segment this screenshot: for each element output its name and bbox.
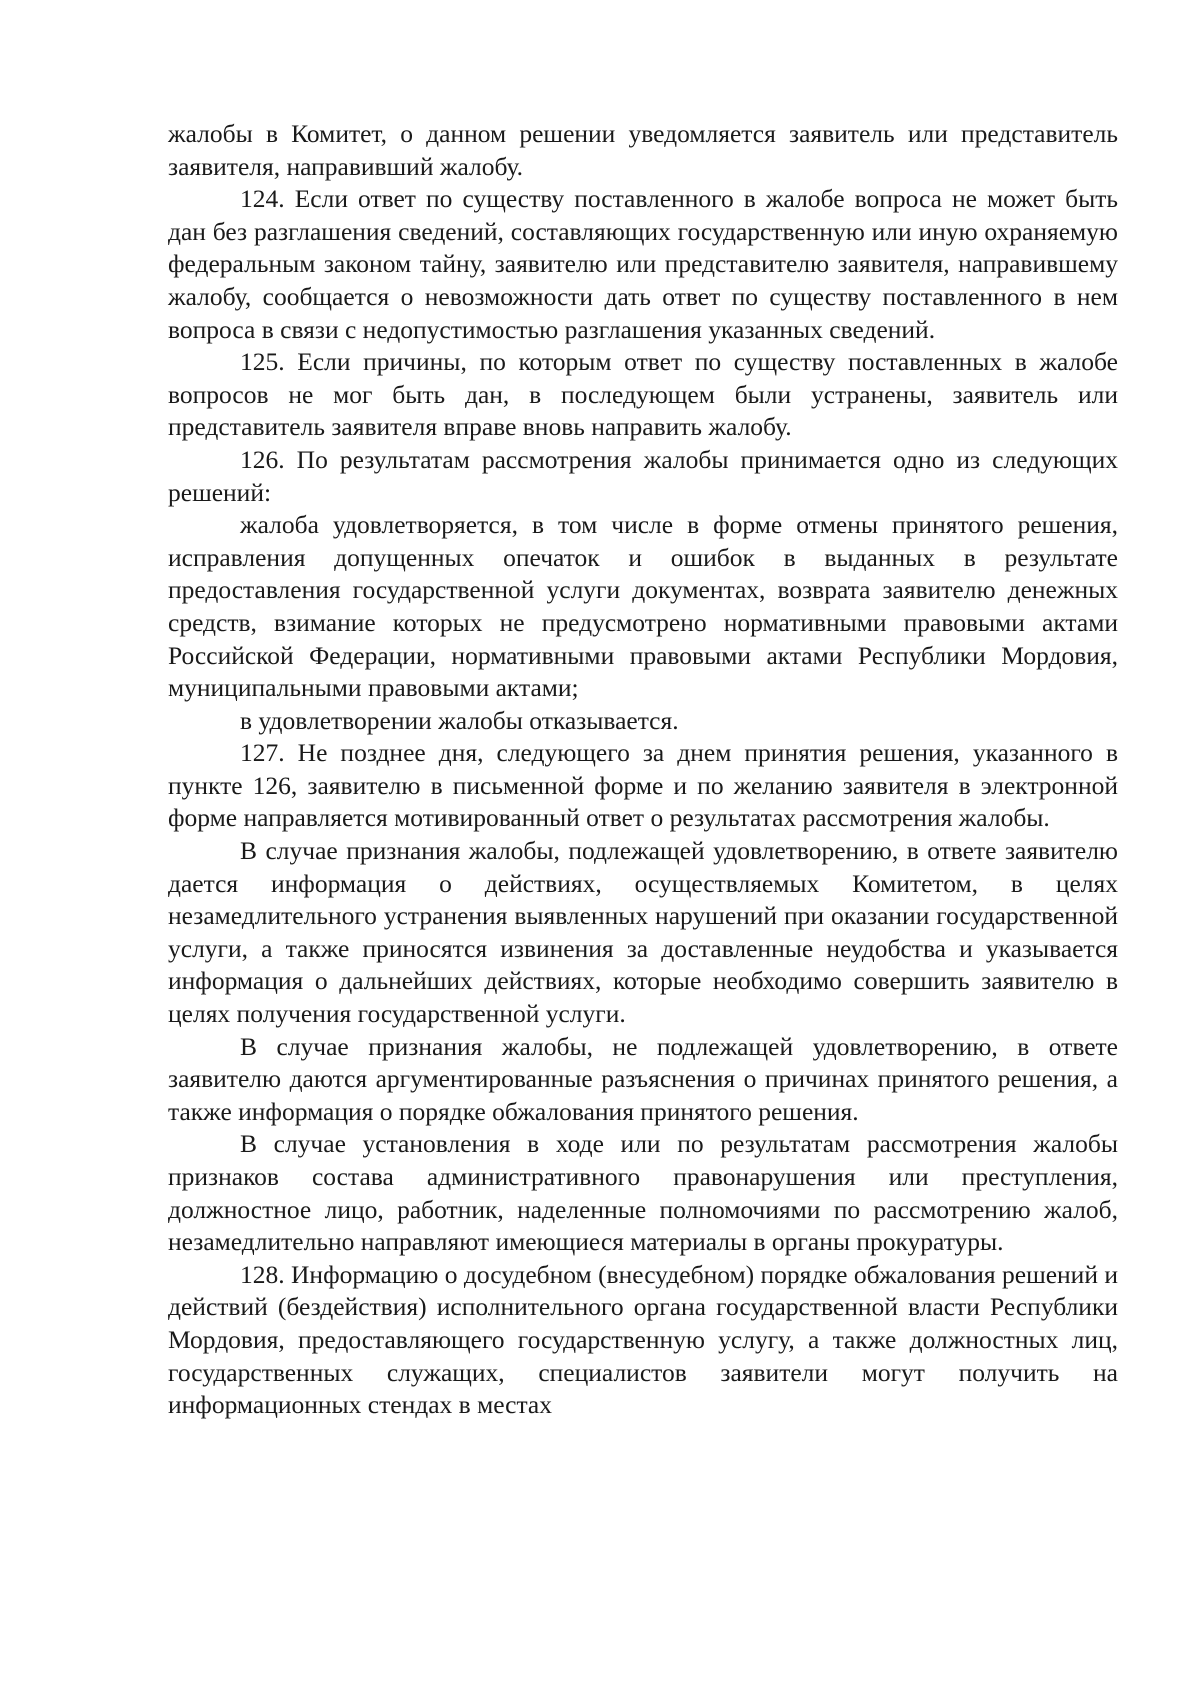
- paragraph-125: 125. Если причины, по которым ответ по существу поставленных в жалобе вопросов не мог быть дан, в последующем были устранены, заявитель или представитель заявителя вправе вновь направить жалобу.: [168, 347, 1118, 442]
- paragraph-127-refused-case: В случае признания жалобы, не подлежащей удовлетворению, в ответе заявителю даются аргументированные разъяснения о причинах принятого решения, а также информация о порядке обжалования принятого решения.: [168, 1031, 1118, 1126]
- paragraph-127-satisfied-case: В случае признания жалобы, подлежащей удовлетворению, в ответе заявителю дается информация о действиях, осуществляемых Комитетом, в целях незамедлительного устранения выявленных нарушений при оказании государственной услуги, а также приносятся извинения за доставленные неудобства и указывается информация о дальнейших действиях, которые необходимо совершить заявителю в целях получения государственной услуги.: [168, 836, 1118, 1029]
- paragraph-124: 124. Если ответ по существу поставленного в жалобе вопроса не может быть дан без разглашения сведений, составляющих государственную или иную охраняемую федеральным законом тайну, заявителю или представителю заявителя, направившему жалобу, сообщается о невозможности дать ответ по существу поставленного в нем вопроса в связи с недопустимостью разглашения указанных сведений.: [168, 184, 1118, 344]
- document-body: [168, 118, 1118, 1422]
- paragraph-127-prosecution: В случае установления в ходе или по результатам рассмотрения жалобы признаков состава административного правонарушения или преступления, должностное лицо, работник, наделенные полномочиями по рассмотрению жалоб, незамедлительно направляют имеющиеся материалы в органы прокуратуры.: [168, 1129, 1118, 1257]
- paragraph-128: 128. Информацию о досудебном (внесудебном) порядке обжалования решений и действий (бездействия) исполнительного органа государственной власти Республики Мордовия, предоставляющего государственную услугу, а также должностных лиц, государственных служащих, специалистов заявители могут получить на информационных стендах в местах: [168, 1259, 1118, 1420]
- paragraph-126-option-satisfied: жалоба удовлетворяется, в том числе в форме отмены принятого решения, исправления допущенных опечаток и ошибок в выданных в результате предоставления государственной услуги документах, возврата заявителю денежных средств, взимание которых не предусмотрено нормативными правовыми актами Российской Федерации, нормативными правовыми актами Республики Мордовия, муниципальными правовыми актами;: [168, 510, 1118, 703]
- paragraph-126-option-refused: в удовлетворении жалобы отказывается.: [240, 705, 679, 735]
- paragraph-complaint-notification: жалобы в Комитет, о данном решении уведомляется заявитель или представитель заявителя, направивший жалобу.: [168, 119, 1118, 181]
- paragraph-127: 127. Не позднее дня, следующего за днем принятия решения, указанного в пункте 126, заявителю в письменной форме и по желанию заявителя в электронной форме направляется мотивированный ответ о результатах рассмотрения жалобы.: [168, 738, 1118, 833]
- paragraph-126: 126. По результатам рассмотрения жалобы принимается одно из следующих решений:: [168, 444, 1118, 507]
